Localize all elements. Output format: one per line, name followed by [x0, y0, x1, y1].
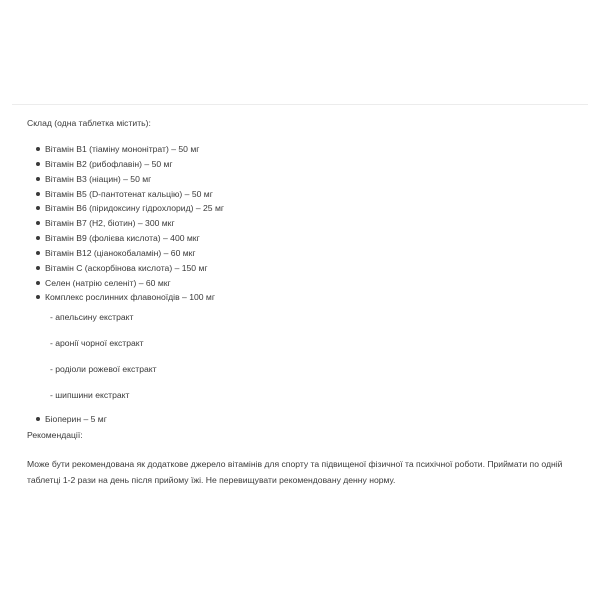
ingredient-label: Вітамін В9 (фолієва кислота) – 400 мкг: [45, 233, 200, 244]
ingredient-label: Вітамін В12 (ціанокобаламін) – 60 мкг: [45, 247, 196, 258]
bullet-icon: [36, 192, 40, 196]
list-item: [27, 247, 587, 259]
ingredient-label: Вітамін В1 (тіаміну мононітрат) – 50 мг: [45, 144, 200, 154]
extract-item: - шипшини екстракт: [50, 390, 130, 401]
ingredients-list-continued: [27, 413, 587, 425]
list-item: [27, 202, 587, 214]
list-item: [27, 158, 587, 170]
bullet-icon: [36, 281, 40, 285]
product-description: [27, 117, 587, 488]
ingredient-label: Вітамін В7 (Н2, біотин) – 300 мкг: [45, 218, 175, 229]
ingredient-label: Вітамін В5 (D-пантотенат кальцію) – 50 мг: [45, 188, 213, 199]
bullet-icon: [36, 236, 40, 240]
extracts-list: [27, 311, 587, 401]
list-item: [27, 262, 587, 274]
composition-heading: Склад (одна таблетка містить):: [27, 118, 151, 128]
list-item: [27, 173, 587, 185]
list-item: [27, 143, 587, 155]
ingredient-label: Вітамін В2 (рибофлавін) – 50 мг: [45, 158, 173, 169]
extract-item: - апельсину екстракт: [50, 312, 134, 323]
list-item: [27, 413, 587, 425]
bullet-icon: [36, 251, 40, 255]
ingredient-label: Вітамін С (аскорбінова кислота) – 150 мг: [45, 262, 208, 273]
recommendations-heading: Рекомендації:: [27, 430, 83, 441]
list-item: [27, 217, 587, 229]
bullet-icon: [36, 221, 40, 225]
bullet-icon: [36, 147, 40, 151]
ingredient-label: Вітамін В6 (піридоксину гідрохлорид) – 25 мг: [45, 203, 225, 214]
ingredients-list: [27, 143, 587, 303]
list-item: [27, 188, 587, 200]
recommendations-text: Може бути рекомендована як додаткове джерело вітамінів для спорту та підвищеної фізичної та психічної роботи. Приймати по одній таблетці 1-2 рази на день після прийому їжі. Не перевищувати рекомендовану денну норму.: [27, 459, 563, 486]
extract-item: - аронії чорної екстракт: [50, 338, 144, 349]
bullet-icon: [36, 295, 40, 299]
extract-item: - родіоли рожевої екстракт: [50, 364, 157, 375]
list-item: [27, 232, 587, 244]
bullet-icon: [36, 206, 40, 210]
ingredient-label: Біоперин – 5 мг: [45, 414, 107, 425]
ingredient-label: Комплекс рослинних флавоноїдів – 100 мг: [45, 292, 215, 303]
bullet-icon: [36, 177, 40, 181]
ingredient-label: Вітамін В3 (ніацин) – 50 мг: [45, 173, 152, 184]
ingredient-label: Селен (натрію селеніт) – 60 мкг: [45, 277, 171, 288]
bullet-icon: [36, 162, 40, 166]
bullet-icon: [36, 266, 40, 270]
list-item: [27, 277, 587, 289]
bullet-icon: [36, 417, 40, 421]
top-divider: [12, 104, 588, 105]
list-item: [27, 291, 587, 303]
